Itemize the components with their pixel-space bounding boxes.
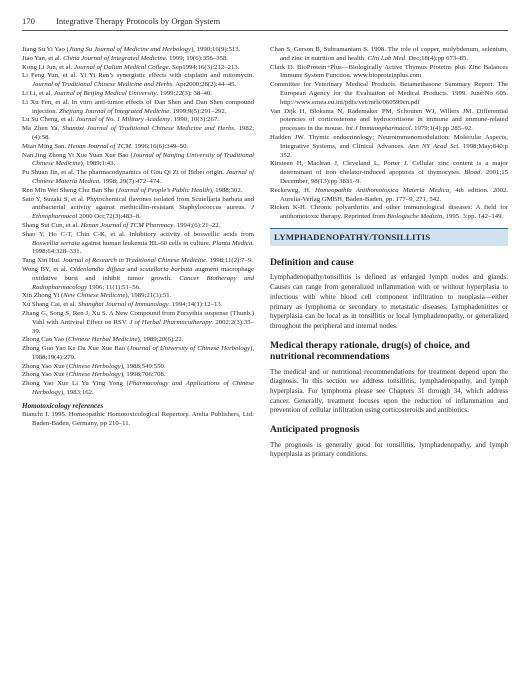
reference-text: . 1998;64:328–331.	[32, 239, 254, 256]
reference-text: Xin Zhong Yi (	[22, 292, 64, 300]
reference-text: Wong BY, et al.	[22, 265, 70, 273]
homotoxicology-reference-list	[22, 411, 254, 429]
reference-entry	[22, 301, 254, 310]
reference-text: . 1999;9(5):291–292.	[169, 107, 227, 115]
reference-italic-text: Ann NY Acad Sci	[407, 142, 459, 150]
reference-text: Kong Li Jun, et al.	[22, 63, 74, 71]
reference-entry	[22, 125, 254, 143]
reference-entry	[22, 231, 254, 257]
running-header	[22, 14, 508, 28]
section-heading: Anticipated prognosis	[270, 424, 360, 436]
reference-text: ), 1983;162.	[60, 389, 94, 397]
section-banner: LYMPHADENOPATHY/TONSILLITIS	[270, 228, 508, 246]
reference-italic-text: J Ethnopharmacol	[32, 204, 254, 221]
reference-entry	[22, 169, 254, 187]
reference-text: . 1994;(6):21–22.	[173, 221, 221, 229]
reference-text: and	[124, 265, 140, 273]
reference-text: Hadden JW. Thymic endocrinology; Neuroimmunomodulation: Molecular Aspects, Integrative Systems, and Clinical Advances.	[270, 133, 508, 150]
reference-italic-text: Shanghai Journal of Immunology	[78, 301, 169, 309]
reference-italic-text: scutellaria barbata	[139, 265, 193, 273]
section-body	[270, 257, 508, 460]
reference-entry	[22, 336, 254, 345]
reference-list	[22, 46, 254, 398]
homotoxicology-heading: Homotoxicology references	[22, 401, 104, 410]
section-paragraph: Lymphadenopathy/tonsillitis is defined as enlarged lymph nodes and glands. Causes can range from generalized inflammation with or without hyperplasia to infectious with white blood cell component infiltration to neoplasia—either primary as lymphoma or secondary to metastatic diseases. Lymphadenitites or hyperplasia can be local as in tonsillitis or local lymphadenopathy, or generalized throughout the peripheral and internal nodes.	[270, 273, 508, 330]
reference-text: . 1979;1(4):pp 285–92.	[410, 125, 473, 133]
reference-italic-text: Int J Immunopharmacol	[345, 125, 411, 133]
reference-text: Pu Shuan Jin, et al. The pharmacodynamics of Gou Qi Zi of Hebei origin.	[22, 169, 226, 177]
reference-text: ), 1988;302.	[209, 186, 243, 194]
reference-entry	[270, 46, 508, 64]
reference-entry	[22, 90, 254, 99]
right-column	[270, 46, 508, 460]
reference-text: ), 1998;706:708.	[120, 371, 166, 379]
reference-italic-text: Journal of Traditional Chinese Medicine and Herbs	[32, 81, 173, 89]
reference-text: augment macrophage oxidative burst and inhibit tumor growth.	[32, 265, 254, 282]
reference-text: ), 1989;1:43.	[80, 160, 116, 168]
reference-text: Li Feng Yun, et al. Yi Yi Ren’s synergistic effects with cisplatin and mitomycin.	[22, 72, 254, 80]
reference-entry	[22, 72, 254, 90]
reference-text: Jiang Su Yi Yao (	[22, 46, 69, 53]
reference-entry	[22, 310, 254, 336]
reference-italic-text: Homeopathia Antihomotoxica Materia Medica	[314, 186, 450, 194]
reference-entry	[22, 196, 254, 222]
reference-text: Ma Zhen Ya.	[22, 125, 63, 133]
reference-entry	[270, 108, 508, 134]
reference-italic-text: Journal of Nanjing University of Traditional Chinese Medicine	[32, 151, 254, 168]
reference-text: . 1994;14(1):12–13.	[168, 301, 223, 309]
reference-text: . 1998; 29(7):472–474.	[99, 177, 162, 185]
reference-text: Lu Su Cheng, et al.	[22, 116, 76, 124]
reference-text: ), 1988;19(4):279.	[32, 345, 255, 361]
reference-entry	[270, 204, 508, 222]
reference-italic-text: Chinese Herbal Medicine	[68, 336, 138, 344]
reference-text: ), 1988;549:550.	[120, 362, 166, 370]
reference-entry	[22, 292, 254, 301]
reference-text: Bianchi I. 1995. Homeopathic Homotoxicological Repertory. Arelia Publishers, Ltd: Baden-Baden, Germany, pp 210–11.	[22, 410, 254, 427]
reference-text: . 2002;2(3):35–39.	[32, 318, 255, 335]
reference-text: Miao Ming San.	[22, 142, 68, 150]
reference-text: Committee for Veterinary Medical Products. Betamethasone Summary Report: The European Agency for the Evaluation of Medical Products. 1999. June:No 605. http://www.emea.eu.int/pdfs/vet/mrls/060599en.pdf	[270, 81, 508, 106]
reference-italic-text: Zhejiang Journal of Integrated Medicine	[59, 107, 170, 115]
reference-entry	[270, 81, 508, 107]
section-heading: Definition and cause	[270, 256, 354, 268]
reference-entry	[22, 345, 254, 363]
reference-text: Xu Shang Cai, et al.	[22, 301, 79, 309]
reference-text: . 1996;16(6):349–50.	[130, 142, 189, 150]
reference-text: 2000 Oct;72(3):483–8.	[77, 213, 141, 221]
reference-entry	[22, 380, 254, 398]
reference-text: Li Li, et al.	[22, 89, 54, 97]
running-title: Integrative Therapy Protocols by Organ System	[56, 16, 221, 26]
reference-italic-text: Planta Medica	[212, 239, 253, 247]
reference-italic-text: Blood	[464, 169, 481, 177]
reference-text: . 1990; 10(3):267.	[170, 116, 219, 124]
reference-entry	[270, 160, 508, 186]
reference-list-continued	[270, 46, 508, 222]
reference-entry	[22, 266, 254, 292]
reference-text: Zhong Guo Yao Ke Da Xue Xue Bao (	[22, 345, 130, 353]
section-paragraph: The medical and or nutritional recommendations for treatment depend upon the diagnosis. In this section we address tonsillitis, lymphadenopathy, and lymph hyperplasia. For lymphoma please see Chapters 31 through 34, which address cancer. Generally, treatment focuses upon the reduction of inflammation and prevention of cellular infiltration using corticosteroids and antibiotics.	[270, 367, 508, 415]
reference-text: Clark D. BioProtein+Plus—Biologically Active Thymus Proteins plus Zinc Balances Immune System Function. www.bioproteinplus.com	[270, 63, 508, 80]
reference-italic-text: Oldenlandia diffusa	[70, 265, 125, 273]
reference-text: . 1998;11(2):7–9.	[206, 257, 253, 265]
reference-text: Chan S, Gerson B, Subramaniam S. 1998. The role of copper, molybdenum, selenium, and zinc in nutrition and health.	[270, 46, 508, 62]
reference-text: ), 1989;20(6):22.	[137, 336, 184, 344]
reference-italic-text: Boswellia serrata	[32, 239, 80, 247]
reference-text: Ricken K-H. Chronic polyarthritis and other immunological diseases: A field for antihomotoxic therapy. Reprinted from	[270, 204, 508, 221]
reference-text: . Dec;18(4):pp 673–85.	[405, 54, 469, 62]
reference-text: Nan Jing Zhong Yi Xue Yuan Xue Bao (	[22, 151, 133, 159]
reference-text: , 1995. 3:pp. 142–149.	[442, 213, 504, 221]
reference-italic-text: Henan Journal of TCM	[67, 142, 131, 150]
reference-text: Zhong Cao Yao (	[22, 336, 69, 344]
reference-text: , 4th edition. 2002. Aurelia-Verlag GMBH, Baden-Baden, pp. 177–9, 271, 542.	[280, 186, 508, 203]
reference-italic-text: New Chinese Medicine	[63, 292, 126, 300]
reference-text: ), 1990;16(9):513.	[191, 46, 241, 53]
reference-italic-text: Cancer Biotherapy and Radiopharmacology	[32, 274, 254, 291]
reference-italic-text: J of Herbal Pharmacotherapy	[129, 318, 212, 326]
section-heading: Medical therapy rationale, drug(s) of choice, and nutritional recommendations	[270, 339, 470, 363]
reference-entry	[22, 55, 254, 64]
reference-text: Reckeweg, H.	[270, 186, 315, 194]
reference-entry	[22, 152, 254, 170]
reference-text: Zhong Yao Xue (	[22, 371, 69, 379]
reference-text: Ren Min Wei Sheng Chu Ban She (	[22, 186, 118, 194]
reference-italic-text: Henan Journal of TCM Pharmacy	[80, 221, 174, 229]
reference-text: . 1982;(4):58.	[32, 125, 254, 141]
reference-italic-text: Journal of No. 1 Military Academy	[75, 116, 171, 124]
header-rule	[22, 30, 508, 31]
reference-italic-text: Clin Lab Med	[367, 54, 406, 62]
reference-text: Zhong Yao Xue Li Yu Ying Yong (	[22, 380, 129, 388]
reference-italic-text: Journal of Beijing Medical University	[53, 89, 157, 97]
reference-entry	[22, 46, 254, 55]
reference-entry	[22, 143, 254, 152]
reference-text: Kirsteen H, Maclean J, Cleveland L, Porter J. Cellular zinc content is a major determinant of iron chelator-induced apoptosis of thymocytes.	[270, 160, 508, 177]
reference-text: . 1999;22(3): 38–40.	[156, 89, 213, 97]
reference-text: Li Xu Fen, et al. In vitro anti-tumor effects of Dan Shen and Dan Shen compound injection.	[22, 98, 254, 115]
reference-entry	[22, 222, 254, 231]
reference-entry	[270, 187, 508, 205]
reference-entry	[22, 187, 254, 196]
reference-italic-text: Jiang Su Journal of Medicine and Herbology	[68, 46, 192, 53]
reference-italic-text: Journal of People’s Public Health	[117, 186, 210, 194]
reference-text: Shang Sui Cun, et al.	[22, 221, 81, 229]
reference-text: ), 1989;21(3):51.	[125, 292, 172, 300]
reference-text: . Sep1994;16(3):212–213.	[168, 63, 240, 71]
reference-entry	[22, 411, 254, 429]
reference-text: Van Dijk H, Bloksma N, Rademaker PM, Schouten WJ, Willers JM. Differential potencies of corticosterone and hydrocortisone in immune and immune-related processes in the mouse.	[270, 107, 508, 133]
reference-italic-text: Chinese Herbology	[68, 362, 121, 370]
reference-italic-text: Journal of Chinese Materia Medica	[32, 169, 254, 185]
reference-text: . 1999; 19(6):356–358.	[165, 54, 229, 62]
reference-entry	[22, 99, 254, 117]
reference-entry	[22, 363, 254, 372]
reference-entry	[22, 64, 254, 73]
reference-entry	[22, 371, 254, 380]
section-paragraph: The prognosis is generally good for tonsillitis, lymphadenopathy, and lymph hyperplasia as primary conditions.	[270, 440, 508, 459]
reference-entry	[22, 116, 254, 125]
page-number: 170	[22, 16, 35, 26]
reference-text: . 1998;May;840:p 352.	[280, 142, 508, 159]
reference-text: Zhong Yao Xue (	[22, 362, 69, 370]
reference-text: Tang Xin Hui.	[22, 257, 63, 265]
reference-text: Jiao Yan, et al.	[22, 54, 64, 62]
reference-italic-text: Journal of Dalian Medical College	[73, 63, 169, 71]
reference-entry	[270, 134, 508, 160]
reference-text: Shao Y, Ho C-T, Chin C-K, et al. Inhibitory activity of boswellic acids from	[22, 230, 254, 238]
reference-text: against human leukemia HL-60 cells in culture.	[79, 239, 213, 247]
reference-text: . 2001;15 December, 98(13):pp 3831–9.	[280, 169, 508, 185]
reference-text: 1996; 11(1):51–56.	[87, 283, 141, 291]
reference-text: . Apr2000;28(2):44–45.	[172, 81, 237, 89]
reference-text: Zhang G, Song S, Ren J, Xu S. A New Compound from Forsythia suspense (Thunb.) Vahl with Antiviral Effect on RSV.	[22, 309, 254, 326]
left-column	[22, 46, 254, 428]
reference-text: Sato Y, Suzaki S, et al. Phytochemical flavones isolated from Scutellaria barbata and antibacterial activity against methicillin-resistant Staphylococcus aureus.	[22, 195, 254, 212]
reference-italic-text: Journal of University of Chinese Herbology	[129, 345, 251, 353]
reference-italic-text: China Journal of Integrated Medicine	[63, 54, 166, 62]
reference-italic-text: Biologische Medizin	[386, 213, 443, 221]
reference-entry	[22, 257, 254, 266]
reference-entry	[270, 64, 508, 82]
reference-italic-text: Pharmacology and Applications of Chinese Herbology	[32, 380, 254, 397]
reference-italic-text: Chinese Herbology	[68, 371, 121, 379]
reference-italic-text: Journal of Research in Traditional Chinese Medicine	[62, 257, 207, 265]
reference-italic-text: Shannxi Journal of Traditional Chinese Medicine and Herbs	[62, 125, 235, 133]
